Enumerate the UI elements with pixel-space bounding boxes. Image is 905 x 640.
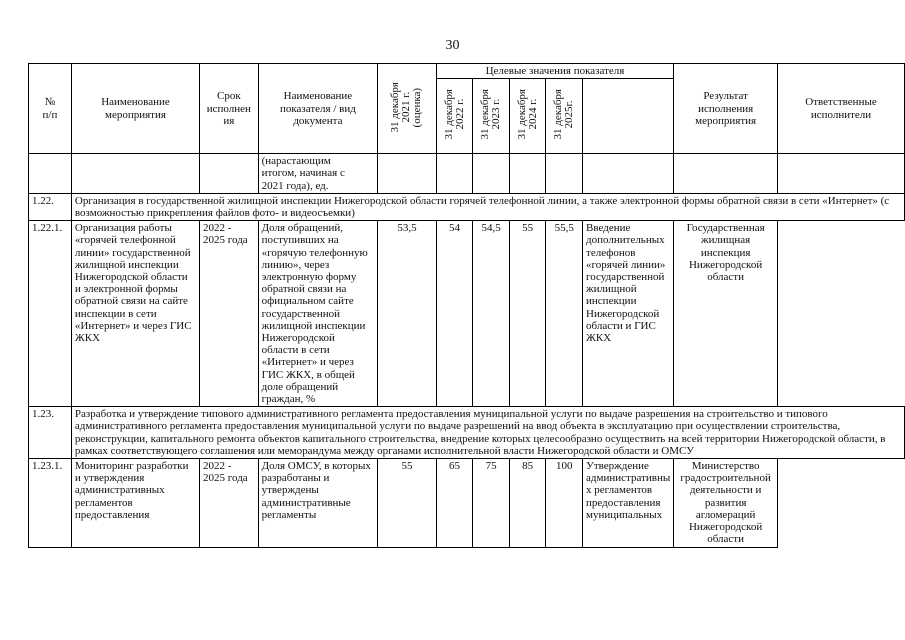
cell-value-2024: 55 [509,221,546,407]
cell-value-2023: 75 [473,459,510,547]
header-2023: 31 декабря 2023 г. [479,89,503,140]
cell-event: Организация работы «горячей телефонной линии» государственной жилищной инспекции Нижегородской области и электронной формы обратной связи на сайте инспекции в сети «Интернет» и через ГИС ЖКХ [71,221,199,407]
plan-table [28,63,905,548]
header-2021: 31 декабря 2021 г. (оценка) [389,81,424,133]
header-2021-cell [378,64,437,154]
header-indicator: Наименование показателя / вид документа [258,64,378,154]
cell-responsible: Министерство градостроительной деятельности и развития агломераций Нижегородской области [674,459,778,547]
cell-responsible: Государственная жилищная инспекция Нижегородской области [674,221,778,407]
cell-num: 1.22. [29,193,72,220]
cell-num: 1.23. [29,407,72,459]
cell-value-2021: 53,5 [378,221,437,407]
header-target-group: Целевые значения показателя [436,64,674,79]
cell-term: 2022 - 2025 года [200,459,259,547]
cell-section-text: Разработка и утверждение типового административного регламента предоставления муниципальной услуги по выдаче разрешения на строительство и типового административного регламента предоставления муниципальной услуги по выдаче разрешений на ввод объекта в эксплуатацию при осуществлении строительства, реконструкции, капитального ремонта объектов капитального строительства, внедрение которых целесообразно осуществить на всей территории Нижегородской области, в рамках соответствующего соглашения или меморандума между органами исполнительной власти Нижегородской области и ОМСУ [71,407,904,459]
cell-num: 1.22.1. [29,221,72,407]
cell-indicator: (нарастающим итогом, начиная с 2021 года), ед. [258,154,378,194]
cell-value-2022: 54 [436,221,473,407]
cell-num: 1.23.1. [29,459,72,547]
cell-value-2024: 85 [509,459,546,547]
header-2024: 31 декабря 2024 г. [515,89,539,140]
cell-event: Мониторинг разработки и утверждения административных регламентов предоставления [71,459,199,547]
cell-indicator: Доля ОМСУ, в которых разработаны и утверждены административные регламенты [258,459,378,547]
cell-result: Введение дополнительных телефонов «горячей линии» государственной жилищной инспекции Нижегородской области и ГИС ЖКХ [583,221,674,407]
table-row-section-1-22 [29,193,905,220]
header-term: Срок исполнен ия [200,64,259,154]
table-row-section-1-23 [29,407,905,459]
table-row-1-22-1 [29,221,905,407]
table-row-1-23-1 [29,459,905,547]
header-2022-cell [436,79,473,154]
cell-value-2023: 54,5 [473,221,510,407]
header-2025: 31 декабря 2025г. [552,89,576,140]
cell-value-2021: 55 [378,459,437,547]
header-num: № п/п [29,64,72,154]
header-responsible: Ответственные исполнители [778,64,905,154]
cell-value-2022: 65 [436,459,473,547]
header-result: Результат исполнения мероприятия [674,64,778,154]
page-number: 30 [445,38,460,53]
cell-result: Утверждение административны х регламентов предоставления муниципальных [583,459,674,547]
cell-term: 2022 - 2025 года [200,221,259,407]
header-2024-cell [509,79,546,154]
cell-section-text: Организация в государственной жилищной инспекции Нижегородской области горячей телефонной линии, а также электронной формы обратной связи в сети «Интернет» (с возможностью прикрепления файлов фото- и видеосъемки) [71,193,904,220]
cell-indicator: Доля обращений, поступивших на «горячую телефонную линию», через электронную форму обратной связи на официальном сайте государственной жилищной инспекции Нижегородской области в сети «Интернет» и через ГИС ЖКХ, в общей доле обращений граждан, % [258,221,378,407]
cell-value-2025: 100 [546,459,583,547]
cell-value-2025: 55,5 [546,221,583,407]
header-2025-cell [546,79,583,154]
header-2023-cell [473,79,510,154]
table-row-continuation [29,154,905,194]
header-2022: 31 декабря 2022 г. [442,89,466,140]
header-event: Наименование мероприятия [71,64,199,154]
